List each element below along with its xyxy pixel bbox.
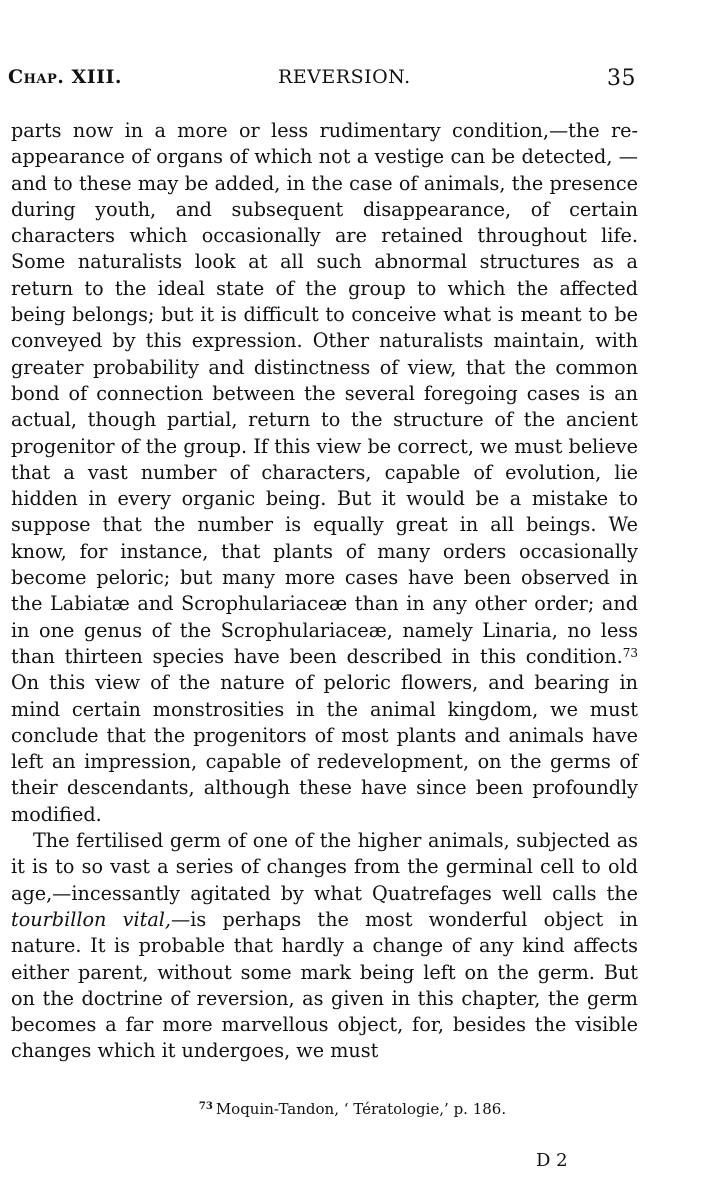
body-text [11, 118, 638, 1065]
page-number: 35 [607, 66, 636, 91]
paragraph-1-text: parts now in a more or less rudimentary condition,—the re-appearance of organs of which not a vestige can be detected, —and to these may be added, in the case of animals, the presence during youth, and subsequent disappearance, of certain characters which occasionally are retained throughout life. Some naturalists look at all such abnormal structures as a return to the ideal state of the group to which the affected being belongs; but it is difficult to conceive what is meant to be conveyed by this expression. Other naturalists maintain, with greater probability and distinctness of view, that the common bond of connection between the several foregoing cases is an actual, though partial, return to the structure of the ancient progenitor of the group. If this view be correct, we must believe that a vast number of characters, capable of evolution, lie hidden in every organic being. But it would be a mistake to suppose that the number is equally great in all beings. We know, for instance, that plants of many orders occasionally become peloric; but many more cases have been observed in the Labiatæ and Scrophulariaceæ than in any other order; and in one genus of the Scrophulariaceæ, namely Linaria, no less than thirteen species have been described in this condition. [11, 119, 638, 668]
paragraph-2-text-b: —is perhaps the most wonderful object in nature. It is probable that hardly a change of any kind affects either parent, without some mark being left on the germ. But on the doctrine of reversion, as given in this chapter, the germ becomes a far more marvellous object, for, besides the visible changes which it undergoes, we must [11, 907, 638, 1063]
footnote-reference: 73 [622, 645, 638, 660]
paragraph-2-text-a: The fertilised germ of one of the higher animals, subjected as it is to so vast a series of changes from the germinal cell to old age,—incessantly agitated by what Quatrefages well calls the [11, 829, 638, 905]
italic-phrase: tourbillon vital, [11, 907, 172, 931]
running-title: REVERSION. [278, 66, 411, 88]
paragraph-1 [11, 118, 638, 828]
signature-mark: D 2 [536, 1150, 568, 1171]
footnote [0, 1100, 705, 1118]
footnote-mark: 73 [198, 1101, 213, 1112]
paragraph-1-continuation: On this view of the nature of peloric flowers, and bearing in mind certain monstrosities in the animal kingdom, we must conclude that the progenitors of most plants and animals have left an impression, capable of redevelopment, on the germs of their descendants, although these have since been profoundly modified. [11, 671, 638, 826]
paragraph-2 [11, 828, 638, 1065]
footnote-text: Moquin-Tandon, ‘ Tératologie,’ p. 186. [215, 1100, 507, 1118]
running-header [8, 66, 636, 96]
chapter-label: Chap. XIII. [8, 66, 123, 88]
